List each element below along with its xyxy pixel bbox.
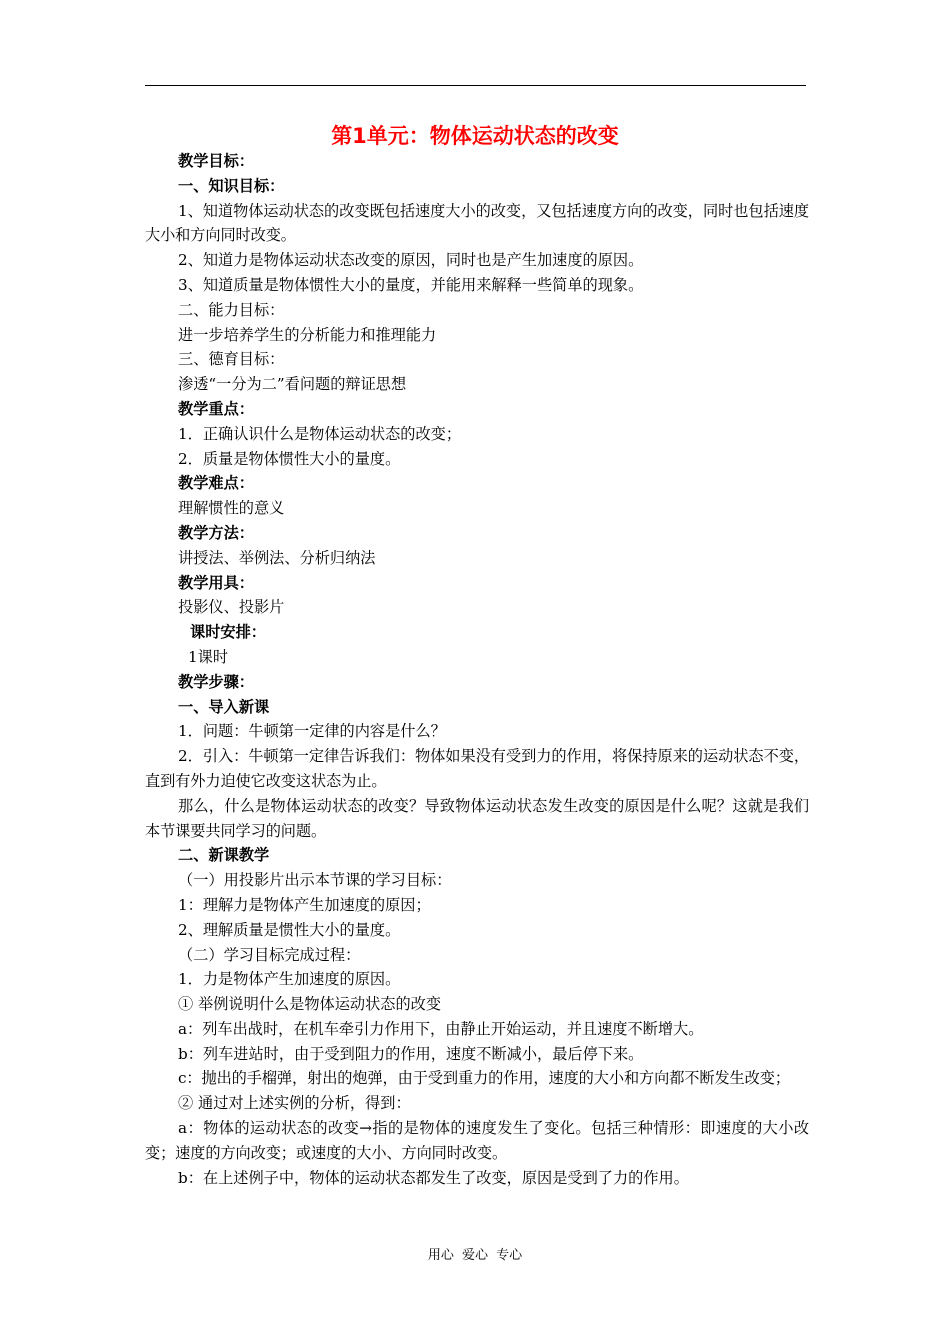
text-paragraph: 理解惯性的意义	[178, 499, 285, 518]
document-body	[145, 149, 809, 1190]
text-paragraph: 进一步培养学生的分析能力和推理能力	[178, 325, 437, 344]
text-paragraph: 1．问题：牛顿第一定律的内容是什么？	[178, 722, 446, 741]
section-heading: 一、导入新课	[178, 697, 270, 716]
header-rule	[145, 85, 806, 86]
text-paragraph: 讲授法、举例法、分析归纳法	[178, 548, 376, 567]
text-paragraph: 那么，什么是物体运动状态的改变？导致物体运动状态发生改变的原因是什么呢？这就是我们本节课要共同学习的问题。	[145, 796, 809, 840]
text-paragraph: 2、知道力是物体运动状态改变的原因，同时也是产生加速度的原因。	[178, 251, 644, 270]
section-heading: 教学用具：	[178, 573, 254, 592]
page-title: 第1单元：物体运动状态的改变	[331, 124, 619, 148]
text-paragraph: 投影仪、投影片	[178, 598, 285, 617]
section-heading: 教学目标：	[178, 152, 254, 170]
section-heading: 一、知识目标：	[178, 176, 285, 195]
text-paragraph: 渗透“一分为二”看问题的辩证思想	[178, 375, 407, 394]
text-paragraph: 1．正确认识什么是物体运动状态的改变；	[178, 424, 462, 443]
text-paragraph: 1：理解力是物体产生加速度的原因；	[178, 895, 431, 914]
text-paragraph: （一）用投影片出示本节课的学习目标：	[178, 871, 452, 890]
text-paragraph: ① 举例说明什么是物体运动状态的改变	[178, 995, 442, 1014]
text-paragraph: 2．引入：牛顿第一定律告诉我们：物体如果没有受到力的作用，将保持原来的运动状态不变，直到有外力迫使它改变这状态为止。	[145, 747, 809, 790]
text-paragraph: a：列车出战时，在机车牵引力作用下，由静止开始运动，并且速度不断增大。	[178, 1019, 704, 1038]
section-heading: 课时安排：	[190, 623, 266, 642]
section-heading: 教学步骤：	[178, 672, 254, 691]
text-paragraph: b：在上述例子中，物体的运动状态都发生了改变，原因是受到了力的作用。	[178, 1168, 689, 1187]
text-paragraph: a：物体的运动状态的改变→指的是物体的速度发生了变化。包括三种情形：即速度的大小改变；速度的方向改变；或速度的大小、方向同时改变。	[145, 1119, 809, 1162]
section-heading: 教学难点：	[178, 474, 254, 493]
text-paragraph: 1、知道物体运动状态的改变既包括速度大小的改变，又包括速度方向的改变，同时也包括速度大小和方向同时改变。	[145, 201, 809, 245]
text-paragraph: 1课时	[188, 647, 229, 666]
text-paragraph: 2、理解质量是惯性大小的量度。	[178, 920, 401, 939]
text-paragraph: 二、能力目标：	[178, 300, 285, 319]
section-heading: 教学重点：	[178, 399, 254, 418]
page-footer: 用心 爱心 专心	[427, 1248, 523, 1263]
text-paragraph: 2．质量是物体惯性大小的量度。	[178, 449, 401, 468]
text-paragraph: 3、知道质量是物体惯性大小的量度，并能用来解释一些简单的现象。	[178, 275, 644, 294]
section-heading: 教学方法：	[178, 523, 254, 542]
text-paragraph: c：抛出的手榴弹，射出的炮弹，由于受到重力的作用，速度的大小和方向都不断发生改变；	[178, 1069, 790, 1088]
text-paragraph: （二）学习目标完成过程：	[178, 945, 361, 964]
text-paragraph: 三、德育目标：	[178, 350, 285, 369]
section-heading: 二、新课教学	[178, 846, 270, 865]
text-paragraph: b：列车进站时，由于受到阻力的作用，速度不断减小，最后停下来。	[178, 1044, 644, 1063]
text-paragraph: 1．力是物体产生加速度的原因。	[178, 970, 401, 989]
text-paragraph: ② 通过对上述实例的分析，得到：	[178, 1094, 411, 1113]
